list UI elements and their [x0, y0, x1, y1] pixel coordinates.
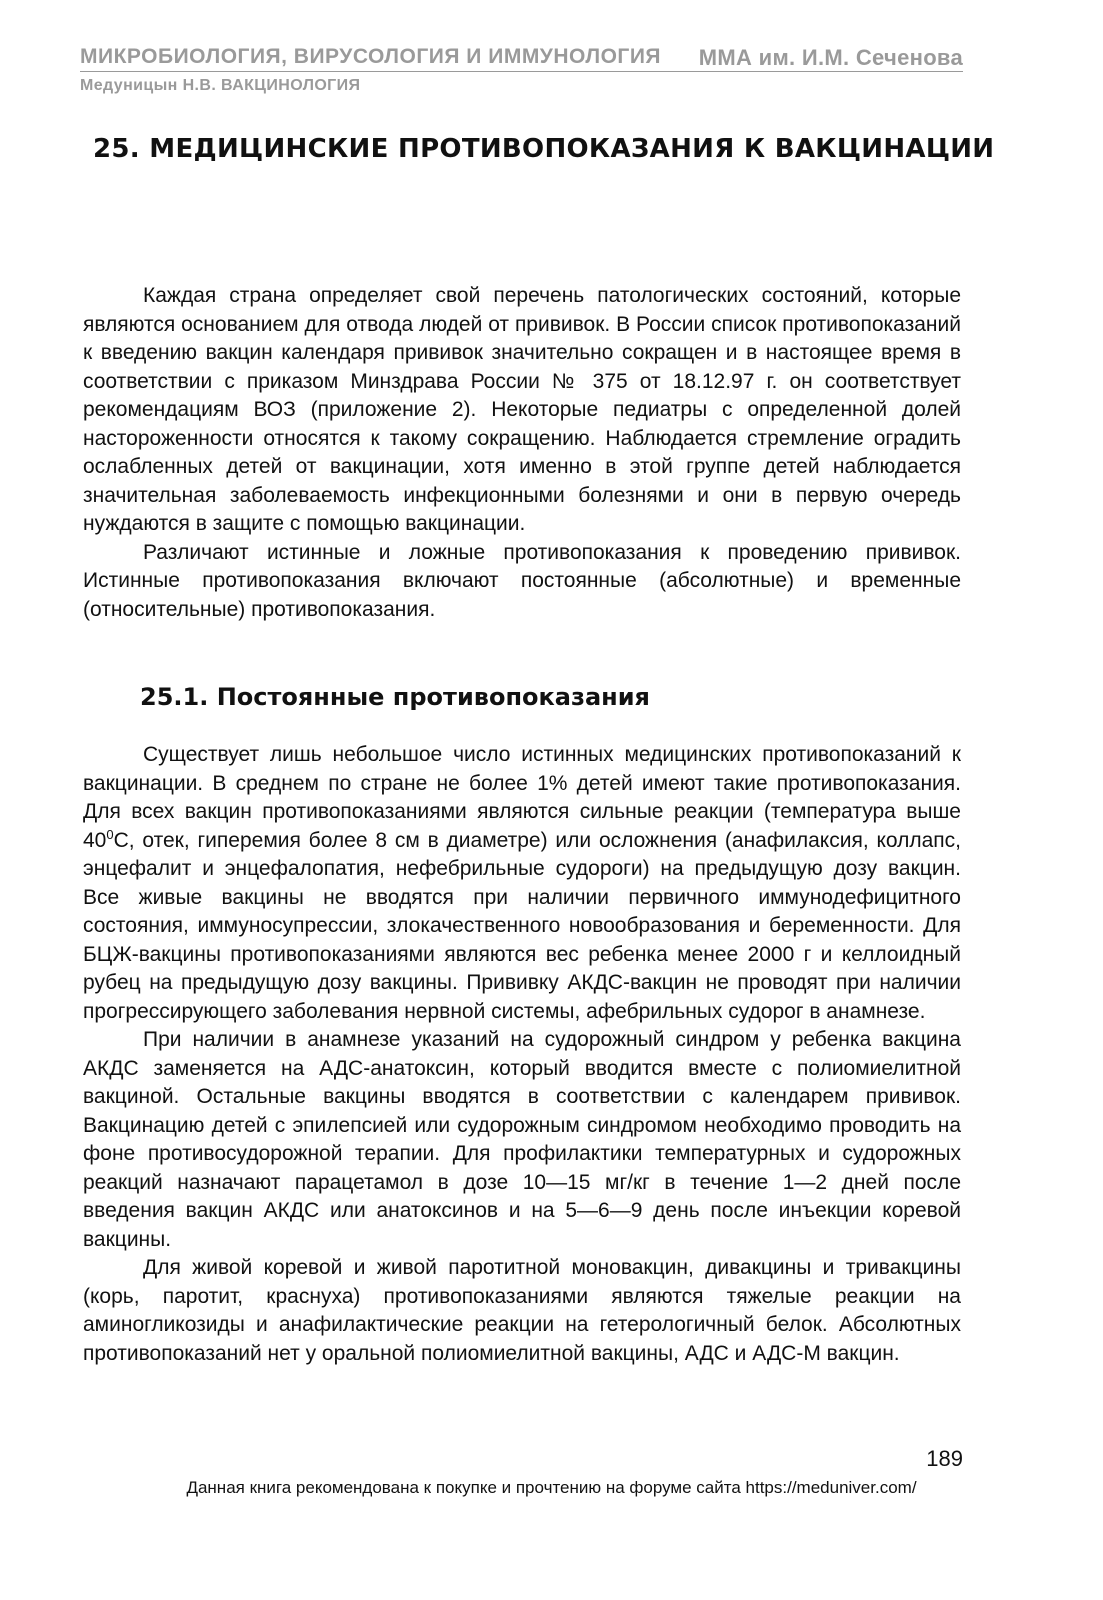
section-paragraph: При наличии в анамнезе указаний на судорожный синдром у ребенка вакцина АКДС заменяется на АДС-анатоксин, который вводится вместе с полиомиелитной вакциной. Остальные вакцины вводятся в соответствии с календарем прививок. Вакцинацию детей с эпилепсией или судорожным синдромом необходимо проводить на фоне противосудорожной терапии. Для профилактики температурных и судорожных реакций назначают парацетамол в дозе 10—15 мг/кг в течение 1—2 дней после введения вакцин АКДС или анатоксинов и на 5—6—9 день после инъекции коревой вакцины. — [83, 1028, 961, 1251]
paragraph-text: С, отек, гиперемия более 8 см в диаметре) или осложнения (анафилаксия, коллапс, энцефалит и энцефалопатия, нефебрильные судороги) на предыдущую дозу вакцин. Все живые вакцины не вводятся при наличии первичного иммунодефицитного состояния, иммуносупрессии, злокачественного новообразования и беременности. Для БЦЖ-вакцины противопоказаниями являются вес ребенка менее 2000 г и келлоидный рубец на предыдущую дозу вакцины. Прививку АКДС-вакцин не проводят при наличии прогрессирующего заболевания нервной системы, афебрильных судорог в анамнезе. — [83, 828, 961, 1023]
book-subtitle: Медуницын Н.В. ВАКЦИНОЛОГИЯ — [80, 77, 361, 94]
page-number: 189 — [926, 1446, 963, 1471]
intro-paragraph: Каждая страна определяет свой перечень патологических состояний, которые являются основанием для отвода людей от прививок. В России список противопоказаний к введению вакцин календаря прививок значительно сокращен и в настоящее время в соответствии с приказом Минздрава России № 375 от 18.12.97 г. он соответствует рекомендациям ВОЗ (приложение 2). Некоторые педиатры с определенной долей настороженности относятся к такому сокращению. Наблюдается стремление оградить ослабленных детей от вакцинации, хотя именно в этой группе детей наблюдается значительная заболеваемость инфекционными болезнями и они в первую очередь нуждаются в защите с помощью вакцинации. — [83, 284, 961, 535]
running-header — [80, 45, 963, 72]
institution-name: ММА им. И.М. Сеченова — [698, 45, 963, 70]
chapter-title: 25. МЕДИЦИНСКИЕ ПРОТИВОПОКАЗАНИЯ К ВАКЦИНАЦИИ — [93, 134, 995, 164]
section-paragraph: Для живой коревой и живой паротитной моновакцин, дивакцины и тривакцины (корь, паротит, краснуха) противопоказаниями являются тяжелые реакции на аминогликозиды и анафилактические реакции на гетерологичный белок. Абсолютных противопоказаний нет у оральной полиомиелитной вакцины, АДС и АДС-М вакцин. — [83, 1256, 961, 1365]
paragraph-text: Существует лишь небольшое число истинных медицинских противопоказаний к вакцинации. В среднем по стране не более 1% детей имеют такие противопоказания. Для всех вакцин противопоказаниями являются сильные реакции (температура выше 40 — [83, 743, 961, 852]
chapter-intro — [83, 282, 961, 624]
section-body — [83, 741, 961, 1368]
section-title: 25.1. Постоянные противопоказания — [140, 683, 650, 711]
running-title: МИКРОБИОЛОГИЯ, ВИРУСОЛОГИЯ И ИММУНОЛОГИЯ — [80, 45, 662, 68]
section-paragraph — [83, 741, 961, 1026]
intro-paragraph: Различают истинные и ложные противопоказания к проведению прививок. Истинные противопоказания включают постоянные (абсолютные) и временные (относительные) противопоказания. — [83, 540, 961, 621]
footer-note: Данная книга рекомендована к покупке и прочтению на форуме сайта https://meduniver.com/ — [186, 1478, 917, 1497]
superscript-degree: 0 — [106, 826, 114, 842]
